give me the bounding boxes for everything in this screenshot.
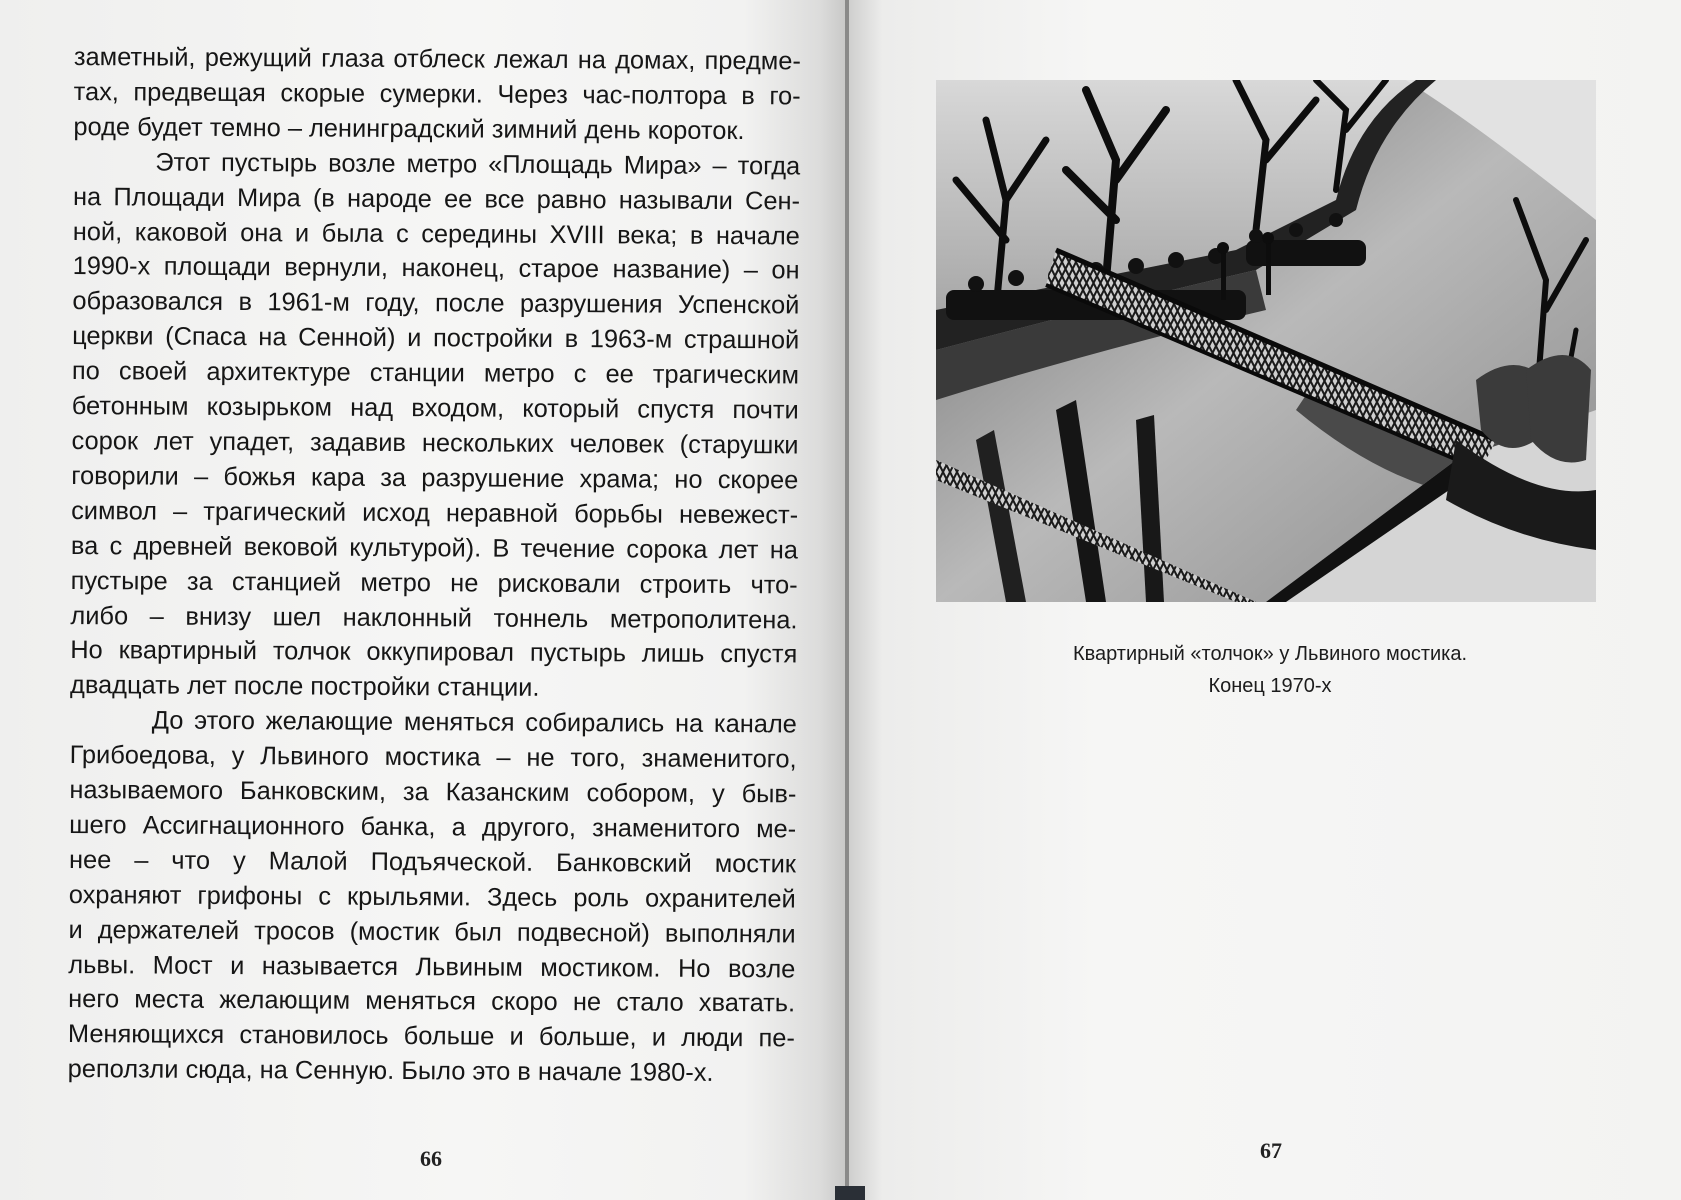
text-line: реползли сюда, на Сенную. Было это в начале 1980-х. — [67, 1055, 714, 1088]
text-line: тах, предвещая скорые сумерки. Через час-полтора в го- — [73, 77, 801, 111]
text-line: бетонным козырьком над входом, который спустя почти — [71, 392, 799, 425]
caption-line-1: Квартирный «толчок» у Львиного мостика. — [1072, 643, 1468, 665]
body-text — [68, 40, 801, 1092]
text-line: символ – трагический исход неравной борьбы невежест- — [71, 496, 799, 530]
text-line: церкви (Спаса на Сенной) и постройки в 1963-м страшной — [72, 322, 800, 355]
text-line: Этот пустырь возле метро «Площадь Мира» – тогда — [155, 148, 801, 181]
caption-line-2: Конец 1970-х — [1208, 675, 1332, 697]
page-number-right: 67 — [1260, 1138, 1282, 1163]
text-line: Грибоедова, у Львиного мостика – не того, знаменитого, — [69, 741, 797, 774]
text-line: нее – что у Малой Подъяческой. Банковский мостик — [68, 845, 797, 879]
text-line: Меняющихся становилось больше и больше, и люди пе- — [67, 1020, 795, 1053]
text-line: и держателей тросов (мостик был подвесной) выполняли — [68, 915, 796, 949]
bridge-photo-icon — [936, 80, 1596, 602]
text-line: ва с древней вековой культурой). В течение сорока лет на — [70, 531, 798, 565]
text-line: либо – внизу шел наклонный тоннель метрополитена. — [70, 601, 798, 634]
text-line: пустыре за станцией метро не рисковали строить что- — [70, 566, 798, 600]
text-line: До этого желающие меняться собирались на канале — [151, 706, 797, 739]
text-line: львы. Мост и называется Львиным мостиком. Но возле — [68, 950, 796, 983]
text-line: по своей архитектуре станции метро с ее трагическим — [71, 357, 800, 390]
text-line: шего Ассигнационного банка, а другого, знаменитого ме- — [69, 810, 797, 844]
text-line: говорили – божья кара за разрушение храма; но скорее — [71, 461, 799, 495]
text-line: ной, каковой она и была с середины XVIII века; в начале — [72, 217, 800, 250]
photo-caption — [960, 638, 1580, 702]
text-line: заметный, режущий глаза отблеск лежал на домах, предме- — [73, 42, 801, 76]
text-line: 1990-х площади вернули, наконец, старое название) – он — [72, 252, 800, 285]
text-line: Но квартирный толчок оккупировал пустырь лишь спустя — [70, 636, 798, 669]
text-line: него места желающим меняться скоро не стало хватать. — [68, 985, 796, 1018]
text-line: роде будет темно – ленинградский зимний день короток. — [73, 112, 745, 145]
book-spine — [835, 1186, 865, 1200]
page-number-left: 66 — [420, 1146, 442, 1171]
text-line: двадцать лет после постройки станции. — [69, 671, 540, 703]
text-line: сорок лет упадет, задавив нескольких человек (старушки — [71, 426, 799, 460]
text-line: называемого Банковским, за Казанским собором, у быв- — [69, 776, 797, 809]
text-line: охраняют грифоны с крыльями. Здесь роль охранителей — [68, 880, 796, 914]
text-line: образовался в 1961-м году, после разрушения Успенской — [72, 287, 800, 320]
text-line: на Площади Мира (в народе ее все равно называли Сен- — [72, 182, 801, 216]
